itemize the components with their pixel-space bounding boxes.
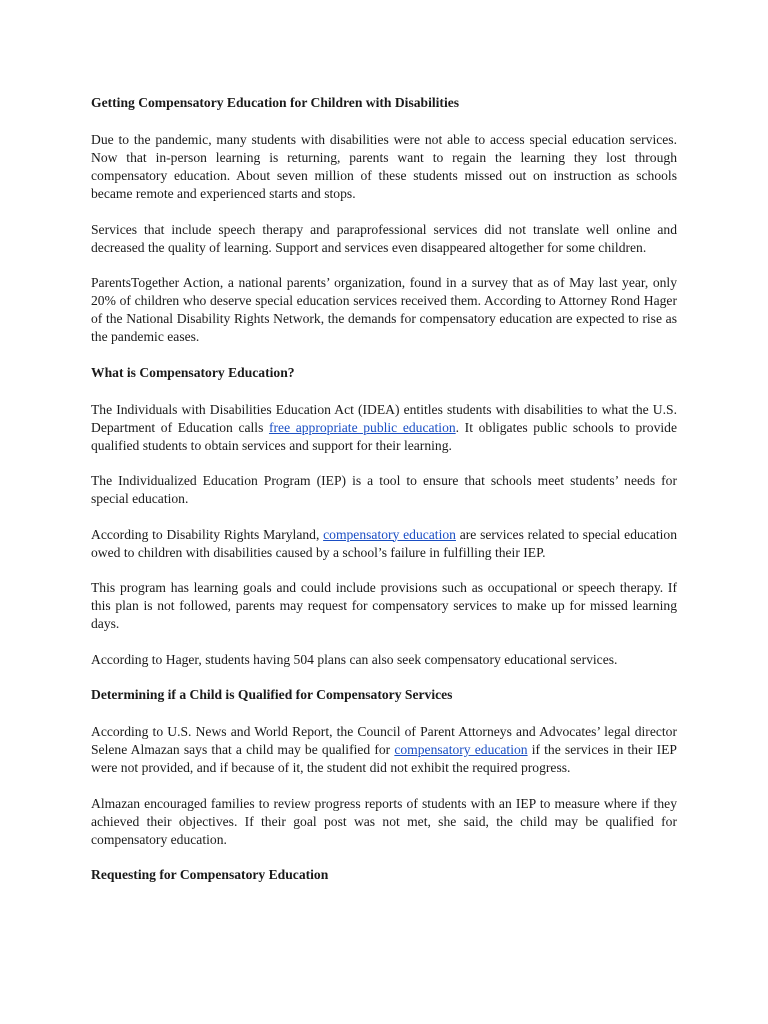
intro-paragraph-3: ParentsTogether Action, a national parents’ organization, found in a survey that as of May last year, only 20% of children who deserve special education services received them. According to Attorney Rond Hager of the National Disability Rights Network, the demands for compensatory education are expected to rise as the pandemic eases. xyxy=(91,275,677,344)
section1-paragraph-3 xyxy=(91,526,677,562)
section-heading-determining: Determining if a Child is Qualified for Compensatory Services xyxy=(91,687,453,702)
section1-paragraph-1 xyxy=(91,401,677,455)
intro-paragraph-1: Due to the pandemic, many students with disabilities were not able to access special education services. Now that in-person learning is returning, parents want to regain the learning they lost through compensatory education. About seven million of these students missed out on instruction as schools became remote and experienced starts and stops. xyxy=(91,132,677,201)
section1-paragraph-2: The Individualized Education Program (IEP) is a tool to ensure that schools meet students’ needs for special education. xyxy=(91,473,677,506)
compensatory-education-link-1[interactable]: compensatory education xyxy=(323,526,456,542)
section1-p3-text-after: are services related to special education owed to children with disabilities caused by a school’s failure in fulfilling their IEP. xyxy=(91,526,678,560)
section2-p1-text-before: According to U.S. News and World Report, the Council of Parent Attorneys and Advocates’ legal director Selene Almazan says that a child may be qualified for xyxy=(91,724,677,757)
section2-paragraph-2: Almazan encouraged families to review progress reports of students with an IEP to measure where if they achieved their objectives. If their goal post was not met, she said, the child may be qualified for compensatory education. xyxy=(91,795,677,847)
section2-p1-text-after: if the services in their IEP were not provided, and if because of it, the student did not exhibit the required progress. xyxy=(91,742,677,775)
document-title: Getting Compensatory Education for Children with Disabilities xyxy=(91,95,460,110)
section1-paragraph-4: This program has learning goals and could include provisions such as occupational or speech therapy. If this plan is not followed, parents may request for compensatory services to make up for missed learning days. xyxy=(91,580,677,631)
compensatory-education-link-2[interactable]: compensatory education xyxy=(394,742,528,757)
fape-link[interactable]: free appropriate public education xyxy=(268,419,456,435)
section1-p1-text-after: . It obligates public schools to provide qualified students to obtain services and support for their learning. xyxy=(91,419,678,453)
section1-paragraph-5: According to Hager, students having 504 plans can also seek compensatory educational services. xyxy=(91,651,618,667)
section1-p3-text-before: According to Disability Rights Maryland, xyxy=(91,526,324,542)
section1-p1-text-before: The Individuals with Disabilities Education Act (IDEA) entitles students with disabilities to what the U.S. Department of Education calls xyxy=(91,401,677,435)
section2-paragraph-1 xyxy=(91,723,677,777)
intro-paragraph-2: Services that include speech therapy and paraprofessional services did not translate well online and decreased the quality of learning. Support and services even disappeared altogether for some children. xyxy=(91,221,677,255)
document-body xyxy=(91,94,677,884)
section-heading-what-is: What is Compensatory Education? xyxy=(91,364,295,380)
section-heading-requesting: Requesting for Compensatory Education xyxy=(91,867,329,882)
